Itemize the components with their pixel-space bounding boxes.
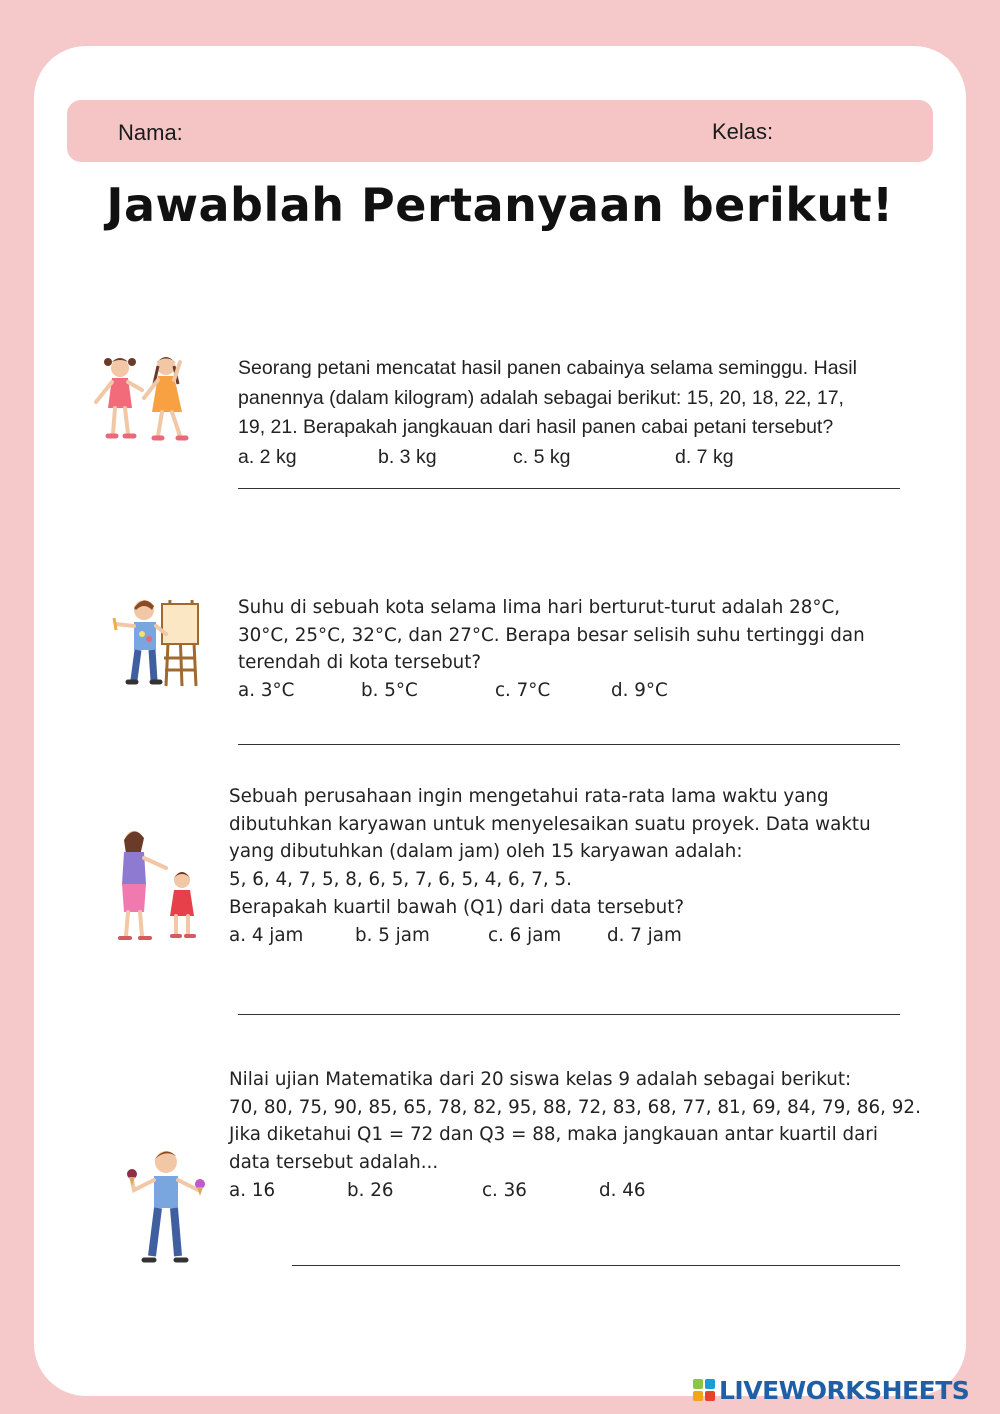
question-text-line: data tersebut adalah... xyxy=(229,1152,439,1174)
answer-options xyxy=(238,677,865,706)
option-c[interactable]: c. 7°C xyxy=(495,680,551,702)
answer-options xyxy=(229,922,871,951)
page-title: Jawablah Pertanyaan berikut! xyxy=(106,178,894,232)
option-d[interactable]: d. 7 jam xyxy=(607,924,682,946)
question-text-line: Jika diketahui Q1 = 72 dan Q3 = 88, maka jangkauan antar kuartil dari xyxy=(229,1124,878,1146)
two-girls-illustration xyxy=(88,350,206,446)
boy-with-ice-cream-illustration xyxy=(120,1146,210,1268)
option-b[interactable]: b. 5 jam xyxy=(355,924,430,946)
brand-name: LIVEWORKSHEETS xyxy=(719,1375,970,1405)
option-a[interactable]: a. 16 xyxy=(229,1179,276,1201)
class-label: Kelas: xyxy=(712,119,774,144)
question-text-line: Seorang petani mencatat hasil panen cabainya selama seminggu. Hasil xyxy=(238,357,857,379)
question-text-line: 19, 21. Berapakah jangkauan dari hasil panen cabai petani tersebut? xyxy=(238,416,834,438)
option-c[interactable]: c. 36 xyxy=(482,1179,527,1201)
question-text-line: Suhu di sebuah kota selama lima hari berturut-turut adalah 28°C, xyxy=(238,597,841,618)
answer-line[interactable] xyxy=(238,744,900,745)
question-text-line: terendah di kota tersebut? xyxy=(238,652,482,674)
option-d[interactable]: d. 9°C xyxy=(611,680,668,702)
option-a[interactable]: a. 2 kg xyxy=(238,445,297,468)
question-text-line: 70, 80, 75, 90, 85, 65, 78, 82, 95, 88, 72, 83, 68, 77, 81, 69, 84, 79, 86, 92. xyxy=(229,1096,921,1118)
option-d[interactable]: d. 7 kg xyxy=(675,445,734,468)
question-text-line: Berapakah kuartil bawah (Q1) dari data tersebut? xyxy=(229,896,685,918)
answer-line[interactable] xyxy=(292,1265,900,1266)
option-b[interactable]: b. 5°C xyxy=(361,680,418,702)
mother-and-child-illustration xyxy=(104,826,204,944)
question-text-line: dibutuhkan karyawan untuk menyelesaikan suatu proyek. Data waktu xyxy=(229,813,871,835)
question-4 xyxy=(229,1066,921,1206)
option-c[interactable]: c. 6 jam xyxy=(488,924,562,946)
question-text-line: 5, 6, 4, 7, 5, 8, 6, 5, 7, 6, 5, 4, 6, 7, 5. xyxy=(229,869,572,891)
question-3 xyxy=(229,783,871,951)
question-text-line: Nilai ujian Matematika dari 20 siswa kelas 9 adalah sebagai berikut: xyxy=(229,1069,852,1090)
answer-options xyxy=(238,443,857,472)
question-text-line: 30°C, 25°C, 32°C, dan 27°C. Berapa besar selisih suhu tertinggi dan xyxy=(238,624,865,646)
answer-options xyxy=(229,1177,921,1206)
option-b[interactable]: b. 26 xyxy=(347,1179,394,1201)
question-1 xyxy=(238,354,857,472)
liveworksheets-logo[interactable] xyxy=(693,1374,969,1406)
boy-painting-illustration xyxy=(104,594,204,690)
question-text-line: Sebuah perusahaan ingin mengetahui rata-rata lama waktu yang xyxy=(229,786,829,807)
answer-line[interactable] xyxy=(238,488,900,489)
option-d[interactable]: d. 46 xyxy=(599,1179,646,1201)
option-b[interactable]: b. 3 kg xyxy=(378,445,437,468)
question-text-line: panennya (dalam kilogram) adalah sebagai berikut: 15, 20, 18, 22, 17, xyxy=(238,386,844,409)
option-c[interactable]: c. 5 kg xyxy=(513,445,571,468)
question-text-line: yang dibutuhkan (dalam jam) oleh 15 karyawan adalah: xyxy=(229,841,743,863)
question-2 xyxy=(238,594,865,706)
answer-line[interactable] xyxy=(238,1014,900,1015)
name-class-bar xyxy=(67,100,933,162)
name-label: Nama: xyxy=(118,120,183,145)
option-a[interactable]: a. 4 jam xyxy=(229,924,304,946)
option-a[interactable]: a. 3°C xyxy=(238,680,295,702)
logo-squares-icon xyxy=(693,1379,715,1401)
